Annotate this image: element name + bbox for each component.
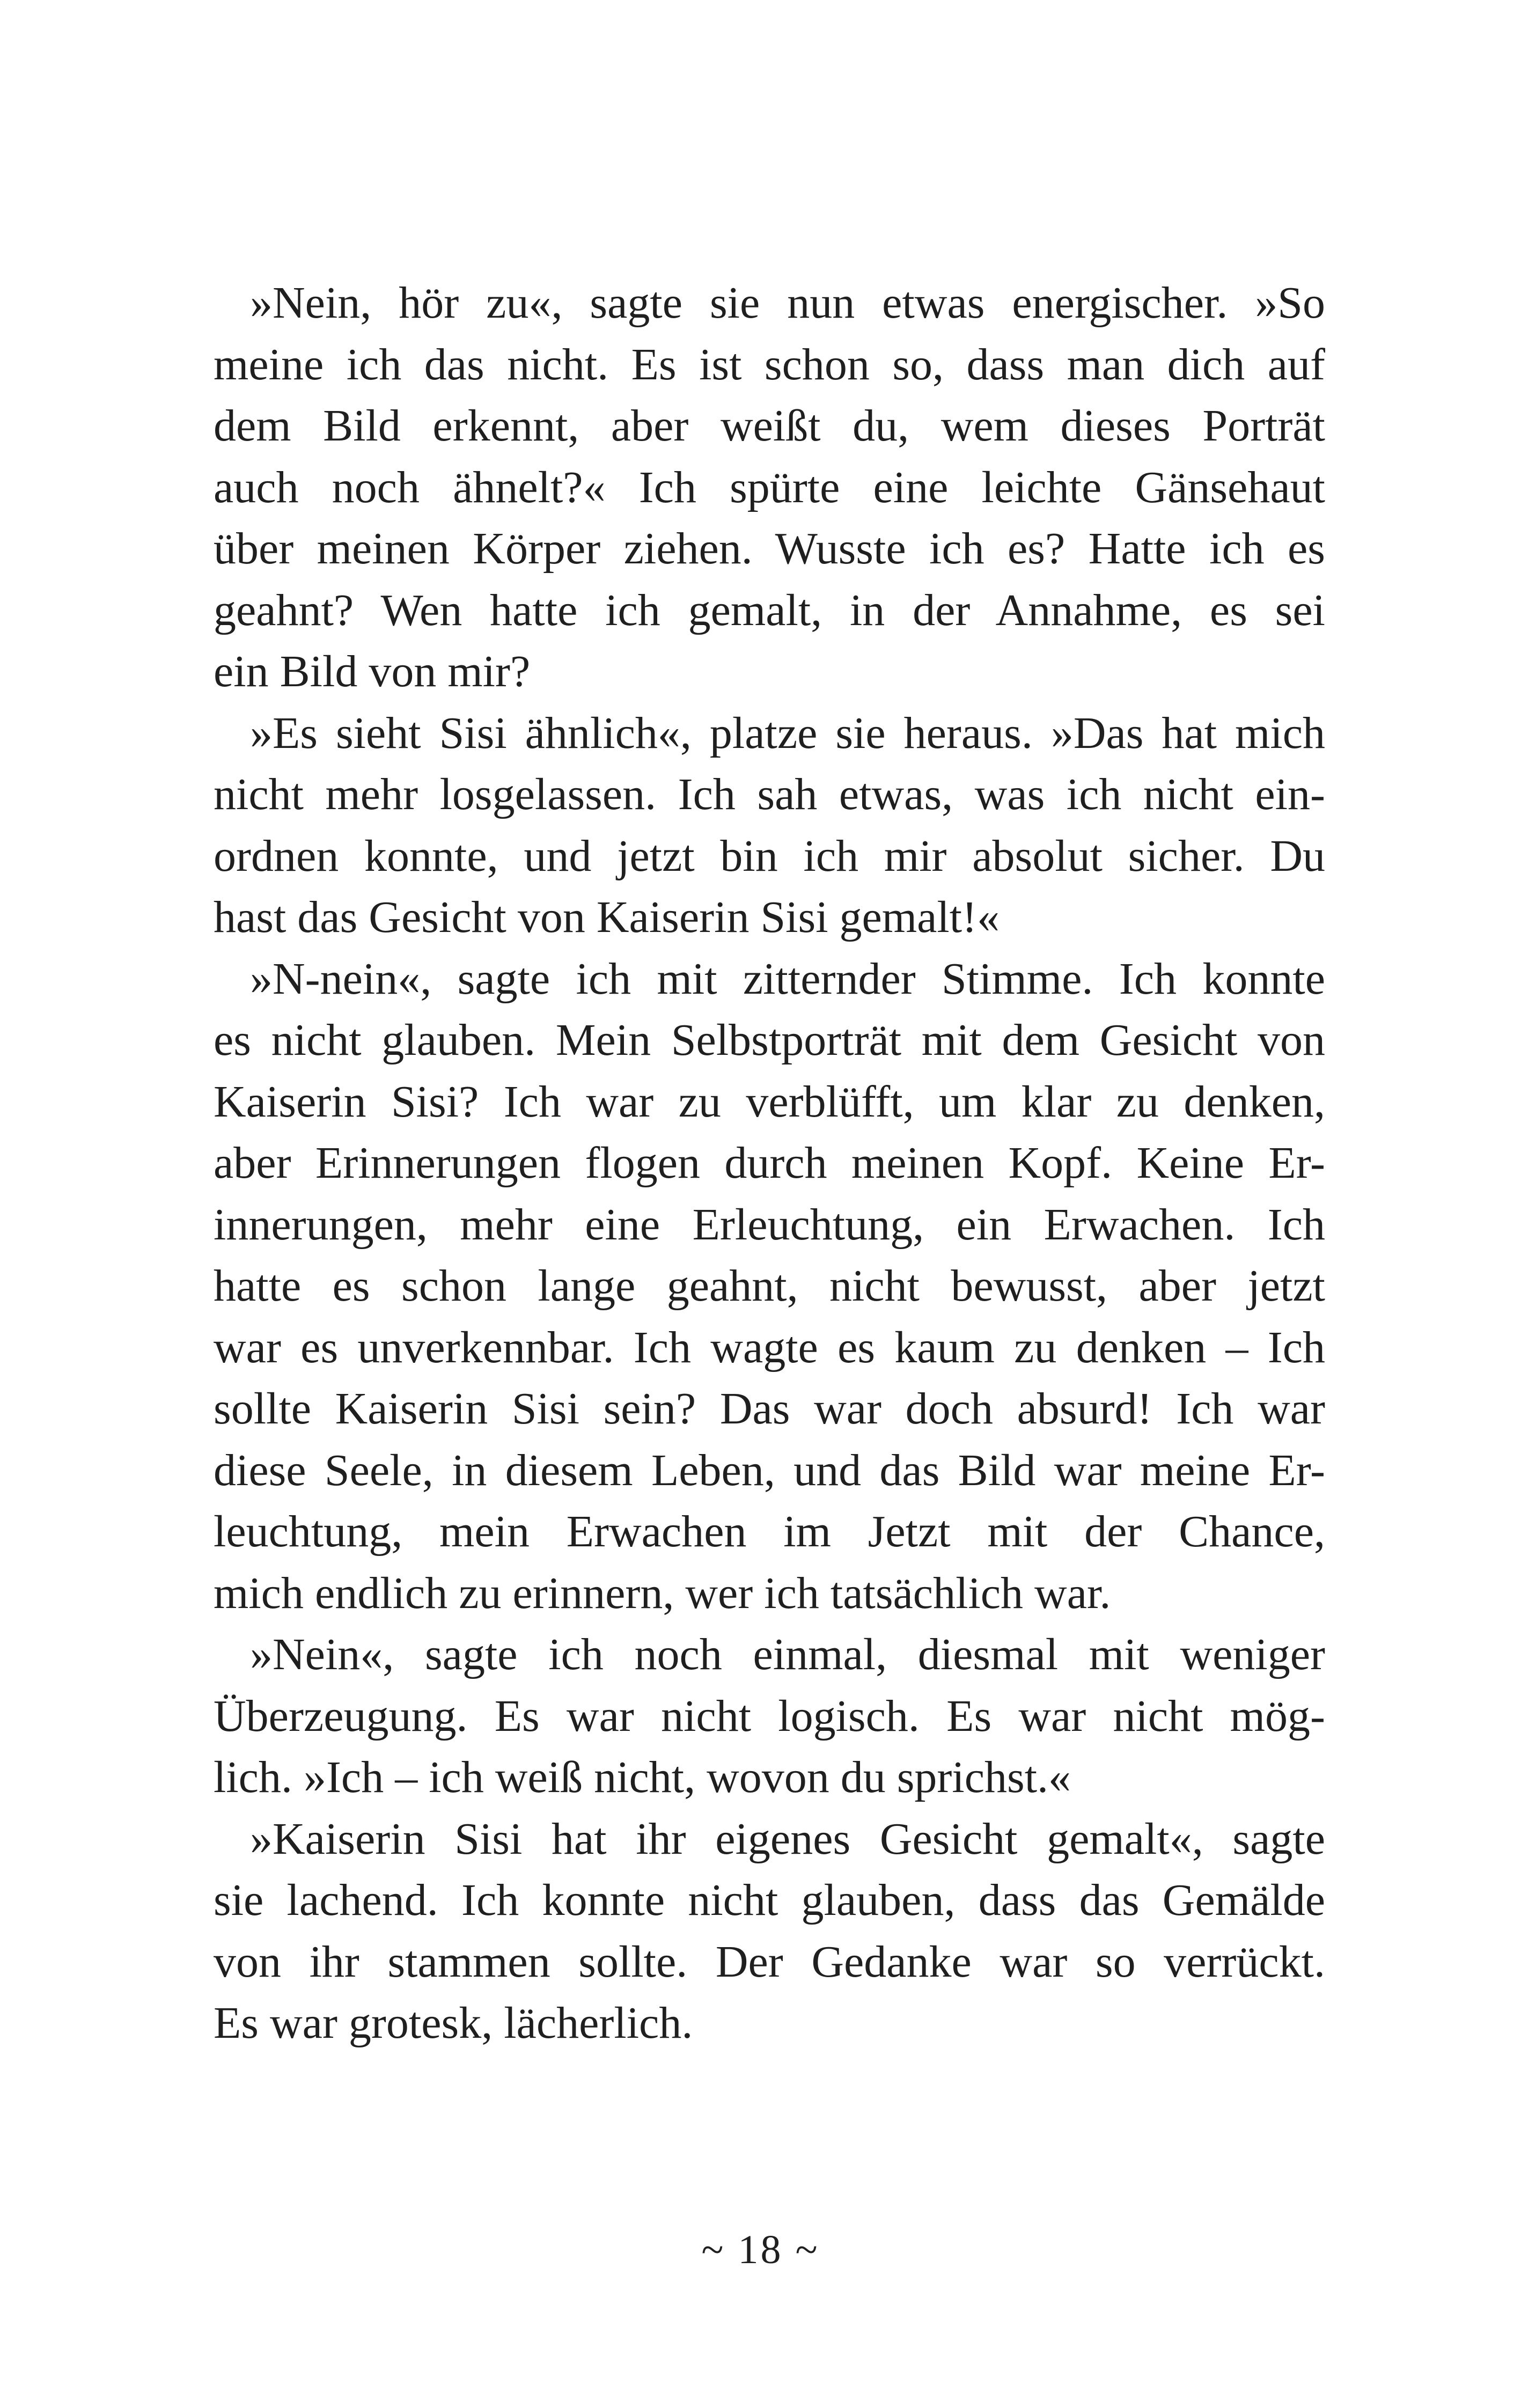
text-line: Es war grotesk, lächerlich. xyxy=(214,1998,693,2048)
text-line: von ihr stammen sollte. Der Gedanke war so verrückt. xyxy=(214,1936,1325,1987)
text-line: auch noch ähnelt?« Ich spürte eine leichte Gänsehaut xyxy=(214,462,1325,512)
page-number: ~ 18 ~ xyxy=(701,2227,820,2272)
text-line: dem Bild erkennt, aber weißt du, wem dieses Porträt xyxy=(214,401,1325,451)
body-text xyxy=(214,273,1325,2054)
text-line: über meinen Körper ziehen. Wusste ich es? Hatte ich es xyxy=(214,524,1325,574)
text-line: nicht mehr losgelassen. Ich sah etwas, was ich nicht ein- xyxy=(214,769,1325,819)
text-line: sollte Kaiserin Sisi sein? Das war doch absurd! Ich war xyxy=(214,1384,1325,1434)
text-line: mich endlich zu erinnern, wer ich tatsächlich war. xyxy=(214,1568,1111,1618)
text-line: war es unverkennbar. Ich wagte es kaum zu denken – Ich xyxy=(214,1322,1325,1372)
text-line: ordnen konnte, und jetzt bin ich mir absolut sicher. Du xyxy=(214,831,1325,881)
text-line: es nicht glauben. Mein Selbstporträt mit dem Gesicht von xyxy=(214,1015,1325,1065)
text-line: »N-nein«, sagte ich mit zitternder Stimme. Ich konnte xyxy=(250,953,1325,1004)
text-line: aber Erinnerungen flogen durch meinen Kopf. Keine Er- xyxy=(214,1138,1325,1188)
text-line: diese Seele, in diesem Leben, und das Bild war meine Er- xyxy=(214,1445,1325,1495)
text-line: »Kaiserin Sisi hat ihr eigenes Gesicht gemalt«, sagte xyxy=(250,1814,1325,1864)
text-line: ein Bild von mir? xyxy=(214,647,531,696)
text-line: geahnt? Wen hatte ich gemalt, in der Annahme, es sei xyxy=(214,585,1325,635)
text-line: »Nein«, sagte ich noch einmal, diesmal mit weniger xyxy=(250,1629,1325,1679)
text-line: leuchtung, mein Erwachen im Jetzt mit der Chance, xyxy=(214,1507,1325,1557)
text-line: Kaiserin Sisi? Ich war zu verblüfft, um klar zu denken, xyxy=(214,1076,1325,1127)
text-line: hatte es schon lange geahnt, nicht bewusst, aber jetzt xyxy=(214,1261,1325,1311)
text-line: innerungen, mehr eine Erleuchtung, ein Erwachen. Ich xyxy=(214,1199,1325,1250)
text-line: sie lachend. Ich konnte nicht glauben, dass das Gemälde xyxy=(214,1875,1325,1925)
text-line: lich. »Ich – ich weiß nicht, wovon du sprichst.« xyxy=(214,1752,1071,1802)
text-line: Überzeugung. Es war nicht logisch. Es war nicht mög- xyxy=(214,1691,1325,1741)
text-line: »Nein, hör zu«, sagte sie nun etwas energischer. »So xyxy=(250,278,1325,328)
text-line: »Es sieht Sisi ähnlich«, platze sie heraus. »Das hat mich xyxy=(250,708,1325,758)
text-line: hast das Gesicht von Kaiserin Sisi gemalt!« xyxy=(214,892,1000,942)
text-line: meine ich das nicht. Es ist schon so, dass man dich auf xyxy=(214,339,1325,390)
